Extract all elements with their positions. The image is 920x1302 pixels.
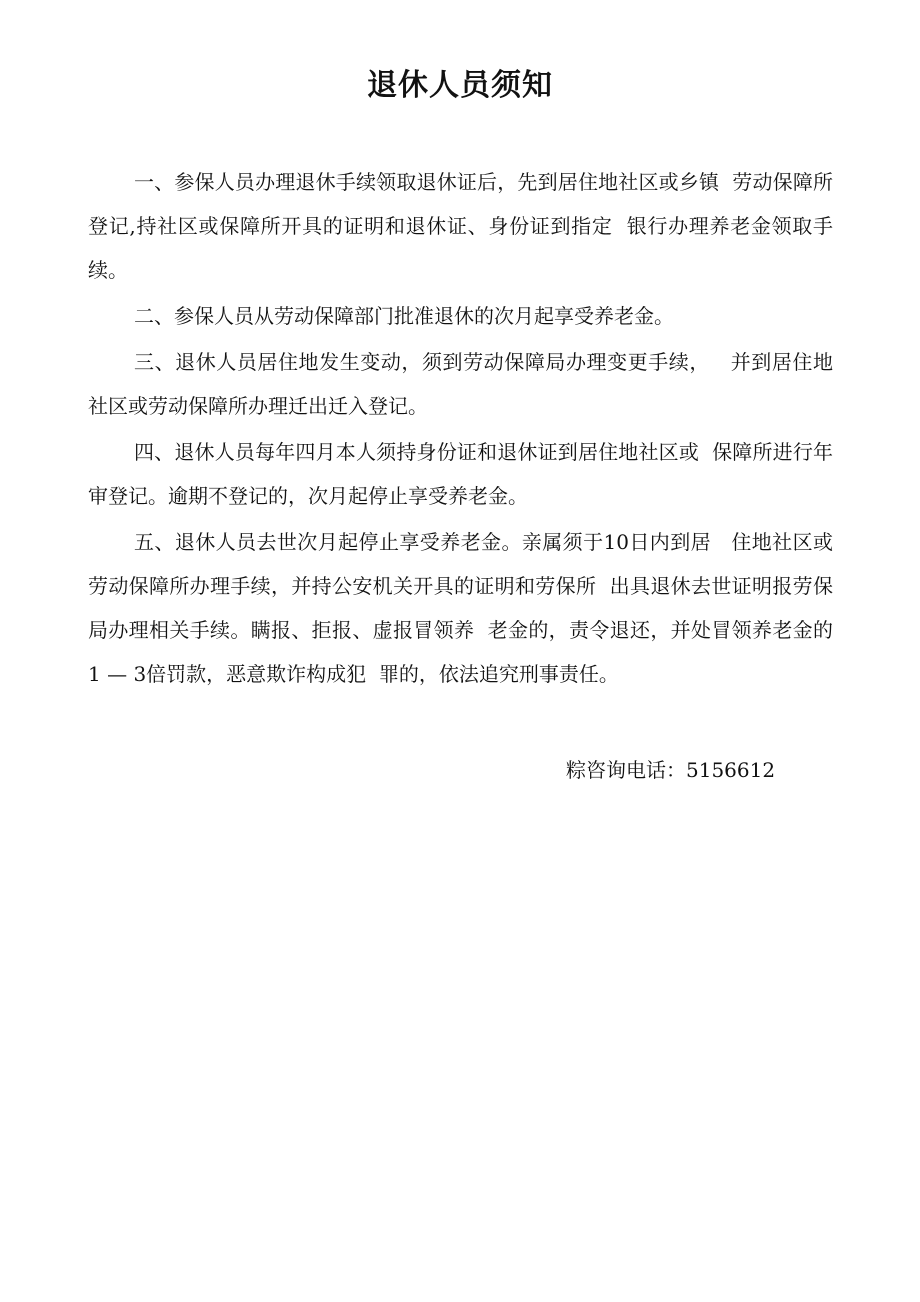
paragraph-2: 二、参保人员从劳动保障部门批准退休的次月起享受养老金。 [134, 304, 674, 328]
paragraph-3: 三、退休人员居住地发生变动，须到劳动保障局办理变更手续， 并到居住地社区或劳动保障所办理迁出迁入登记。 [88, 350, 833, 418]
paragraph-4: 四、退休人员每年四月本人须持身份证和退休证到居住地社区或 保障所进行年审登记。逾期不登记的，次月起停止享受养老金。 [88, 440, 833, 508]
paragraph-5: 五、退休人员去世次月起停止享受养老金。亲属须于10日内到居 住地社区或劳动保障所办理手续，并持公安机关开具的证明和劳保所 出具退休去世证明报劳保局办理相关手续。瞒报、拒报、虚报冒领养 老金的，责令退还，并处冒领养老金的1 — 3倍罚款，恶意欺诈构成犯 罪的，依法追究刑事责任。 [88, 530, 833, 686]
contact-phone: 粽咨询电话：5156612 [566, 758, 776, 782]
paragraph-1: 一、参保人员办理退休手续领取退休证后，先到居住地社区或乡镇 劳动保障所登记,持社区或保障所开具的证明和退休证、身份证到指定 银行办理养老金领取手续。 [88, 170, 833, 282]
document-title: 退休人员须知 [367, 68, 553, 103]
document-body [88, 160, 833, 698]
